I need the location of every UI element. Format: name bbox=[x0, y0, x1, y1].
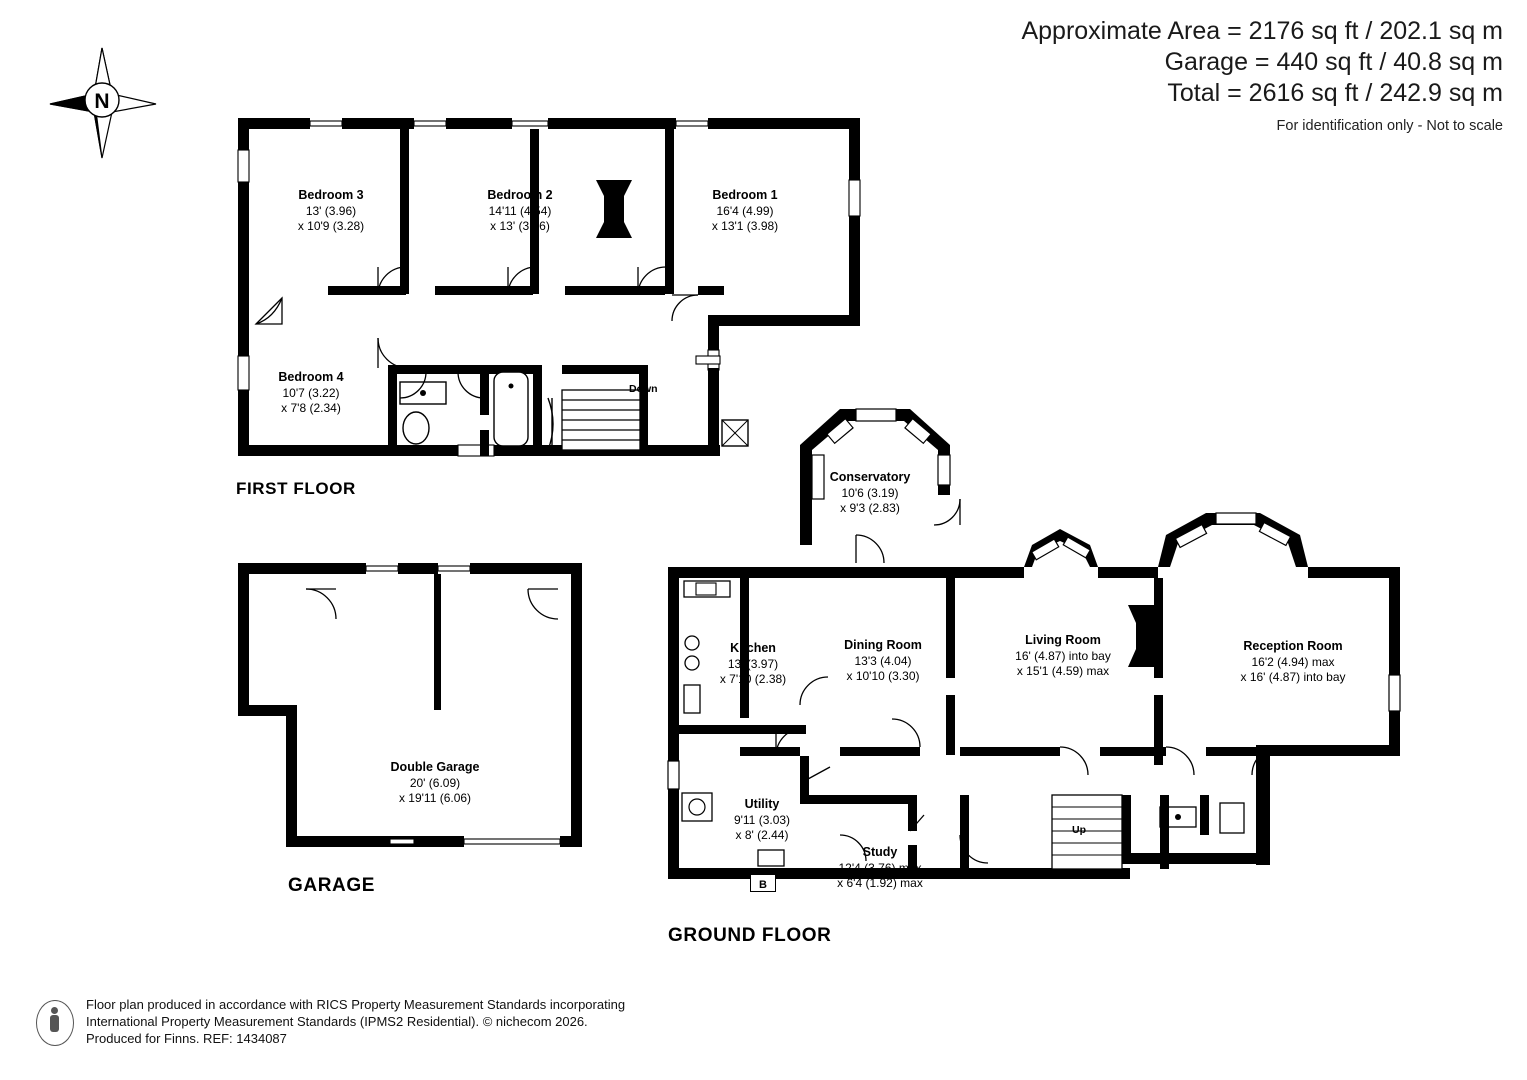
footer-line-2: International Property Measurement Standards (IPMS2 Residential). © nichecom 2026. bbox=[86, 1014, 588, 1029]
person-icon bbox=[36, 1000, 74, 1046]
room-dining-room bbox=[805, 638, 961, 685]
summary-header bbox=[1021, 16, 1503, 137]
room-dimension-2: x 10'10 (3.30) bbox=[846, 669, 920, 683]
room-name: Living Room bbox=[1025, 633, 1101, 647]
room-dimension-1: 13'3 (4.04) bbox=[854, 653, 912, 668]
garage-caption: GARAGE bbox=[288, 875, 375, 896]
room-dimension-1: 12'4 (3.76) max bbox=[838, 860, 922, 875]
room-dimension-1: 13' (3.97) bbox=[727, 656, 779, 671]
boiler-label: B bbox=[759, 879, 767, 891]
room-name: Double Garage bbox=[390, 760, 480, 774]
room-dimension-1: 9'11 (3.03) bbox=[733, 812, 791, 827]
garage-area-text: Garage = 440 sq ft / 40.8 sq m bbox=[1164, 48, 1503, 76]
room-bedroom-3 bbox=[256, 188, 406, 235]
footer-line-1: Floor plan produced in accordance with RICS Property Measurement Standards incorporating bbox=[86, 997, 626, 1012]
room-dimension-1: 16' (4.87) into bay bbox=[1015, 648, 1111, 663]
room-dimension-2: x 9'3 (2.83) bbox=[840, 501, 900, 515]
room-dimension-2: x 13'1 (3.98) bbox=[711, 219, 779, 233]
room-dimension-1: 10'7 (3.22) bbox=[282, 385, 340, 400]
garage-plan bbox=[230, 555, 610, 875]
room-dimension-2: x 6'4 (1.92) max bbox=[837, 876, 923, 890]
room-dimension-1: 10'6 (3.19) bbox=[841, 485, 899, 500]
footer-notice bbox=[36, 996, 736, 1056]
compass-north-icon bbox=[42, 42, 162, 162]
room-dimension-2: x 13' (3.96) bbox=[490, 219, 550, 233]
room-double-garage bbox=[355, 760, 515, 807]
total-area-text: Total = 2616 sq ft / 242.9 sq m bbox=[1167, 79, 1503, 107]
room-dimension-2: x 7'8 (2.34) bbox=[281, 401, 341, 415]
ground-floor-caption: GROUND FLOOR bbox=[668, 925, 832, 946]
room-utility bbox=[692, 797, 832, 844]
boiler-marker bbox=[750, 874, 776, 892]
room-name: Utility bbox=[744, 797, 780, 811]
room-name: Reception Room bbox=[1243, 639, 1343, 653]
room-bedroom-2 bbox=[440, 188, 600, 235]
room-dimension-2: x 7'10 (2.38) bbox=[719, 672, 787, 686]
svg-text:N: N bbox=[94, 90, 110, 113]
room-name: Study bbox=[862, 845, 898, 859]
garage-walls bbox=[230, 555, 610, 875]
room-name: Conservatory bbox=[829, 470, 911, 484]
first-floor-caption: FIRST FLOOR bbox=[236, 479, 356, 498]
room-living-room bbox=[975, 633, 1151, 680]
room-dimension-1: 14'11 (4.54) bbox=[488, 203, 552, 218]
room-dimension-2: x 19'11 (6.06) bbox=[398, 791, 472, 805]
room-name: Dining Room bbox=[844, 638, 922, 652]
room-name: Bedroom 3 bbox=[298, 188, 364, 202]
room-bedroom-4 bbox=[236, 370, 386, 417]
room-dimension-2: x 10'9 (3.28) bbox=[297, 219, 365, 233]
stairs-down-label: Down bbox=[629, 383, 658, 395]
disclaimer-text: For identification only - Not to scale bbox=[1276, 118, 1503, 134]
room-dimension-1: 16'2 (4.94) max bbox=[1251, 654, 1335, 669]
room-dimension-2: x 16' (4.87) into bay bbox=[1240, 670, 1346, 684]
room-dimension-2: x 8' (2.44) bbox=[735, 828, 789, 842]
room-dimension-2: x 15'1 (4.59) max bbox=[1016, 664, 1110, 678]
room-study bbox=[795, 845, 965, 892]
room-dimension-1: 13' (3.96) bbox=[305, 203, 357, 218]
room-dimension-1: 16'4 (4.99) bbox=[716, 203, 774, 218]
room-name: Bedroom 2 bbox=[487, 188, 553, 202]
approximate-area-text: Approximate Area = 2176 sq ft / 202.1 sq m bbox=[1021, 17, 1503, 45]
footer-line-3: Produced for Finns. REF: 1434087 bbox=[86, 1031, 287, 1046]
room-name: Bedroom 1 bbox=[712, 188, 778, 202]
stairs-up-label: Up bbox=[1072, 824, 1086, 836]
room-dimension-1: 20' (6.09) bbox=[409, 775, 461, 790]
room-name: Kitchen bbox=[730, 641, 776, 655]
room-conservatory bbox=[790, 470, 950, 517]
room-reception-room bbox=[1200, 639, 1386, 686]
room-name: Bedroom 4 bbox=[278, 370, 344, 384]
room-bedroom-1 bbox=[665, 188, 825, 235]
